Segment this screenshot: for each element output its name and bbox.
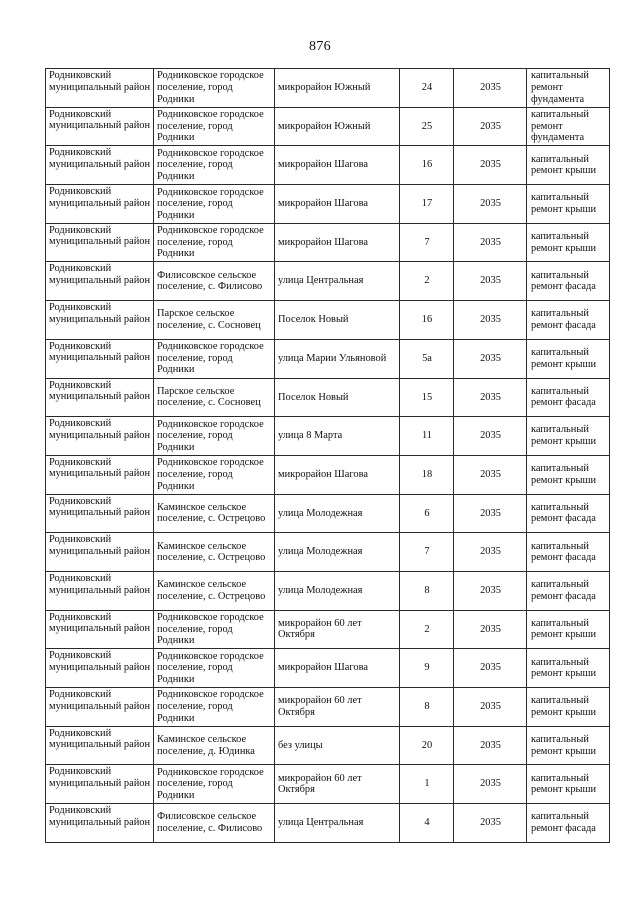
street-cell: микрорайон 60 лет Октября bbox=[275, 765, 400, 804]
table-row bbox=[46, 223, 610, 262]
house-number-cell: 9 bbox=[400, 649, 454, 688]
year-cell: 2035 bbox=[454, 223, 527, 262]
settlement-cell: Родниковское городское поселение, город Родники bbox=[154, 417, 275, 456]
district-cell: Родниковский муниципальный район bbox=[46, 571, 154, 610]
work-type-cell: капитальный ремонт крыши bbox=[527, 649, 610, 688]
district-cell: Родниковский муниципальный район bbox=[46, 610, 154, 649]
year-cell: 2035 bbox=[454, 146, 527, 185]
house-number-cell: 16 bbox=[400, 301, 454, 340]
district-cell: Родниковский муниципальный район bbox=[46, 185, 154, 224]
house-number-cell: 8 bbox=[400, 688, 454, 727]
settlement-cell: Родниковское городское поселение, город Родники bbox=[154, 185, 275, 224]
street-cell: микрорайон Шагова bbox=[275, 223, 400, 262]
table-body bbox=[46, 69, 610, 843]
house-number-cell: 8 bbox=[400, 571, 454, 610]
street-cell: улица 8 Марта bbox=[275, 417, 400, 456]
street-cell: улица Центральная bbox=[275, 804, 400, 843]
table-row bbox=[46, 610, 610, 649]
settlement-cell: Родниковское городское поселение, город Родники bbox=[154, 649, 275, 688]
street-cell: улица Марии Ульяновой bbox=[275, 339, 400, 378]
house-number-cell: 11 bbox=[400, 417, 454, 456]
year-cell: 2035 bbox=[454, 649, 527, 688]
work-type-cell: капитальный ремонт фасада bbox=[527, 494, 610, 533]
house-number-cell: 2 bbox=[400, 262, 454, 301]
year-cell: 2035 bbox=[454, 726, 527, 765]
street-cell: микрорайон Южный bbox=[275, 69, 400, 108]
table-row bbox=[46, 494, 610, 533]
work-type-cell: капитальный ремонт фасада bbox=[527, 301, 610, 340]
work-type-cell: капитальный ремонт крыши bbox=[527, 765, 610, 804]
district-cell: Родниковский муниципальный район bbox=[46, 223, 154, 262]
street-cell: улица Молодежная bbox=[275, 533, 400, 572]
year-cell: 2035 bbox=[454, 765, 527, 804]
settlement-cell: Родниковское городское поселение, город Родники bbox=[154, 339, 275, 378]
table-row bbox=[46, 107, 610, 146]
work-type-cell: капитальный ремонт фундамента bbox=[527, 107, 610, 146]
settlement-cell: Каминское сельское поселение, с. Острецово bbox=[154, 533, 275, 572]
district-cell: Родниковский муниципальный район bbox=[46, 146, 154, 185]
year-cell: 2035 bbox=[454, 69, 527, 108]
table-row bbox=[46, 455, 610, 494]
year-cell: 2035 bbox=[454, 417, 527, 456]
district-cell: Родниковский муниципальный район bbox=[46, 804, 154, 843]
year-cell: 2035 bbox=[454, 610, 527, 649]
district-cell: Родниковский муниципальный район bbox=[46, 417, 154, 456]
district-cell: Родниковский муниципальный район bbox=[46, 455, 154, 494]
year-cell: 2035 bbox=[454, 262, 527, 301]
district-cell: Родниковский муниципальный район bbox=[46, 107, 154, 146]
settlement-cell: Родниковское городское поселение, город Родники bbox=[154, 146, 275, 185]
street-cell: Поселок Новый bbox=[275, 378, 400, 417]
settlement-cell: Родниковское городское поселение, город Родники bbox=[154, 69, 275, 108]
work-type-cell: капитальный ремонт крыши bbox=[527, 146, 610, 185]
house-number-cell: 7 bbox=[400, 533, 454, 572]
work-type-cell: капитальный ремонт фасада bbox=[527, 262, 610, 301]
table-row bbox=[46, 804, 610, 843]
table-row bbox=[46, 688, 610, 727]
settlement-cell: Родниковское городское поселение, город Родники bbox=[154, 688, 275, 727]
house-number-cell: 20 bbox=[400, 726, 454, 765]
house-number-cell: 24 bbox=[400, 69, 454, 108]
settlement-cell: Филисовское сельское поселение, с. Филисово bbox=[154, 262, 275, 301]
street-cell: микрорайон 60 лет Октября bbox=[275, 688, 400, 727]
district-cell: Родниковский муниципальный район bbox=[46, 533, 154, 572]
settlement-cell: Родниковское городское поселение, город Родники bbox=[154, 223, 275, 262]
work-type-cell: капитальный ремонт крыши bbox=[527, 610, 610, 649]
house-number-cell: 7 bbox=[400, 223, 454, 262]
year-cell: 2035 bbox=[454, 494, 527, 533]
settlement-cell: Парское сельское поселение, с. Сосновец bbox=[154, 301, 275, 340]
work-type-cell: капитальный ремонт крыши bbox=[527, 455, 610, 494]
housing-repair-table bbox=[45, 68, 610, 843]
settlement-cell: Каминское сельское поселение, с. Острецово bbox=[154, 494, 275, 533]
street-cell: микрорайон Шагова bbox=[275, 146, 400, 185]
table-row bbox=[46, 765, 610, 804]
house-number-cell: 16 bbox=[400, 146, 454, 185]
table-row bbox=[46, 726, 610, 765]
table-row bbox=[46, 649, 610, 688]
district-cell: Родниковский муниципальный район bbox=[46, 262, 154, 301]
settlement-cell: Каминское сельское поселение, д. Юдинка bbox=[154, 726, 275, 765]
street-cell: Поселок Новый bbox=[275, 301, 400, 340]
street-cell: микрорайон Шагова bbox=[275, 455, 400, 494]
work-type-cell: капитальный ремонт крыши bbox=[527, 688, 610, 727]
table-row bbox=[46, 262, 610, 301]
year-cell: 2035 bbox=[454, 378, 527, 417]
district-cell: Родниковский муниципальный район bbox=[46, 378, 154, 417]
year-cell: 2035 bbox=[454, 804, 527, 843]
work-type-cell: капитальный ремонт крыши bbox=[527, 417, 610, 456]
work-type-cell: капитальный ремонт фасада bbox=[527, 804, 610, 843]
work-type-cell: капитальный ремонт фасада bbox=[527, 533, 610, 572]
house-number-cell: 15 bbox=[400, 378, 454, 417]
house-number-cell: 25 bbox=[400, 107, 454, 146]
work-type-cell: капитальный ремонт фасада bbox=[527, 378, 610, 417]
settlement-cell: Родниковское городское поселение, город Родники bbox=[154, 765, 275, 804]
district-cell: Родниковский муниципальный район bbox=[46, 339, 154, 378]
work-type-cell: капитальный ремонт крыши bbox=[527, 185, 610, 224]
house-number-cell: 17 bbox=[400, 185, 454, 224]
house-number-cell: 18 bbox=[400, 455, 454, 494]
street-cell: улица Центральная bbox=[275, 262, 400, 301]
table-row bbox=[46, 69, 610, 108]
work-type-cell: капитальный ремонт крыши bbox=[527, 339, 610, 378]
work-type-cell: капитальный ремонт фасада bbox=[527, 571, 610, 610]
settlement-cell: Парское сельское поселение, с. Сосновец bbox=[154, 378, 275, 417]
house-number-cell: 1 bbox=[400, 765, 454, 804]
house-number-cell: 2 bbox=[400, 610, 454, 649]
street-cell: микрорайон Южный bbox=[275, 107, 400, 146]
table-row bbox=[46, 533, 610, 572]
street-cell: без улицы bbox=[275, 726, 400, 765]
district-cell: Родниковский муниципальный район bbox=[46, 649, 154, 688]
year-cell: 2035 bbox=[454, 185, 527, 224]
district-cell: Родниковский муниципальный район bbox=[46, 494, 154, 533]
year-cell: 2035 bbox=[454, 571, 527, 610]
table-row bbox=[46, 185, 610, 224]
table-row bbox=[46, 146, 610, 185]
table-row bbox=[46, 378, 610, 417]
table-row bbox=[46, 571, 610, 610]
year-cell: 2035 bbox=[454, 533, 527, 572]
house-number-cell: 4 bbox=[400, 804, 454, 843]
house-number-cell: 6 bbox=[400, 494, 454, 533]
table-row bbox=[46, 339, 610, 378]
district-cell: Родниковский муниципальный район bbox=[46, 301, 154, 340]
settlement-cell: Родниковское городское поселение, город Родники bbox=[154, 610, 275, 649]
work-type-cell: капитальный ремонт крыши bbox=[527, 223, 610, 262]
district-cell: Родниковский муниципальный район bbox=[46, 765, 154, 804]
district-cell: Родниковский муниципальный район bbox=[46, 69, 154, 108]
page-number: 876 bbox=[309, 39, 331, 54]
year-cell: 2035 bbox=[454, 301, 527, 340]
street-cell: микрорайон Шагова bbox=[275, 649, 400, 688]
settlement-cell: Филисовское сельское поселение, с. Филисово bbox=[154, 804, 275, 843]
year-cell: 2035 bbox=[454, 107, 527, 146]
street-cell: микрорайон 60 лет Октября bbox=[275, 610, 400, 649]
settlement-cell: Родниковское городское поселение, город Родники bbox=[154, 455, 275, 494]
house-number-cell: 5а bbox=[400, 339, 454, 378]
settlement-cell: Родниковское городское поселение, город Родники bbox=[154, 107, 275, 146]
district-cell: Родниковский муниципальный район bbox=[46, 726, 154, 765]
work-type-cell: капитальный ремонт фундамента bbox=[527, 69, 610, 108]
year-cell: 2035 bbox=[454, 455, 527, 494]
street-cell: улица Молодежная bbox=[275, 494, 400, 533]
street-cell: улица Молодежная bbox=[275, 571, 400, 610]
district-cell: Родниковский муниципальный район bbox=[46, 688, 154, 727]
settlement-cell: Каминское сельское поселение, с. Острецово bbox=[154, 571, 275, 610]
street-cell: микрорайон Шагова bbox=[275, 185, 400, 224]
work-type-cell: капитальный ремонт крыши bbox=[527, 726, 610, 765]
year-cell: 2035 bbox=[454, 339, 527, 378]
table-row bbox=[46, 417, 610, 456]
table-row bbox=[46, 301, 610, 340]
year-cell: 2035 bbox=[454, 688, 527, 727]
